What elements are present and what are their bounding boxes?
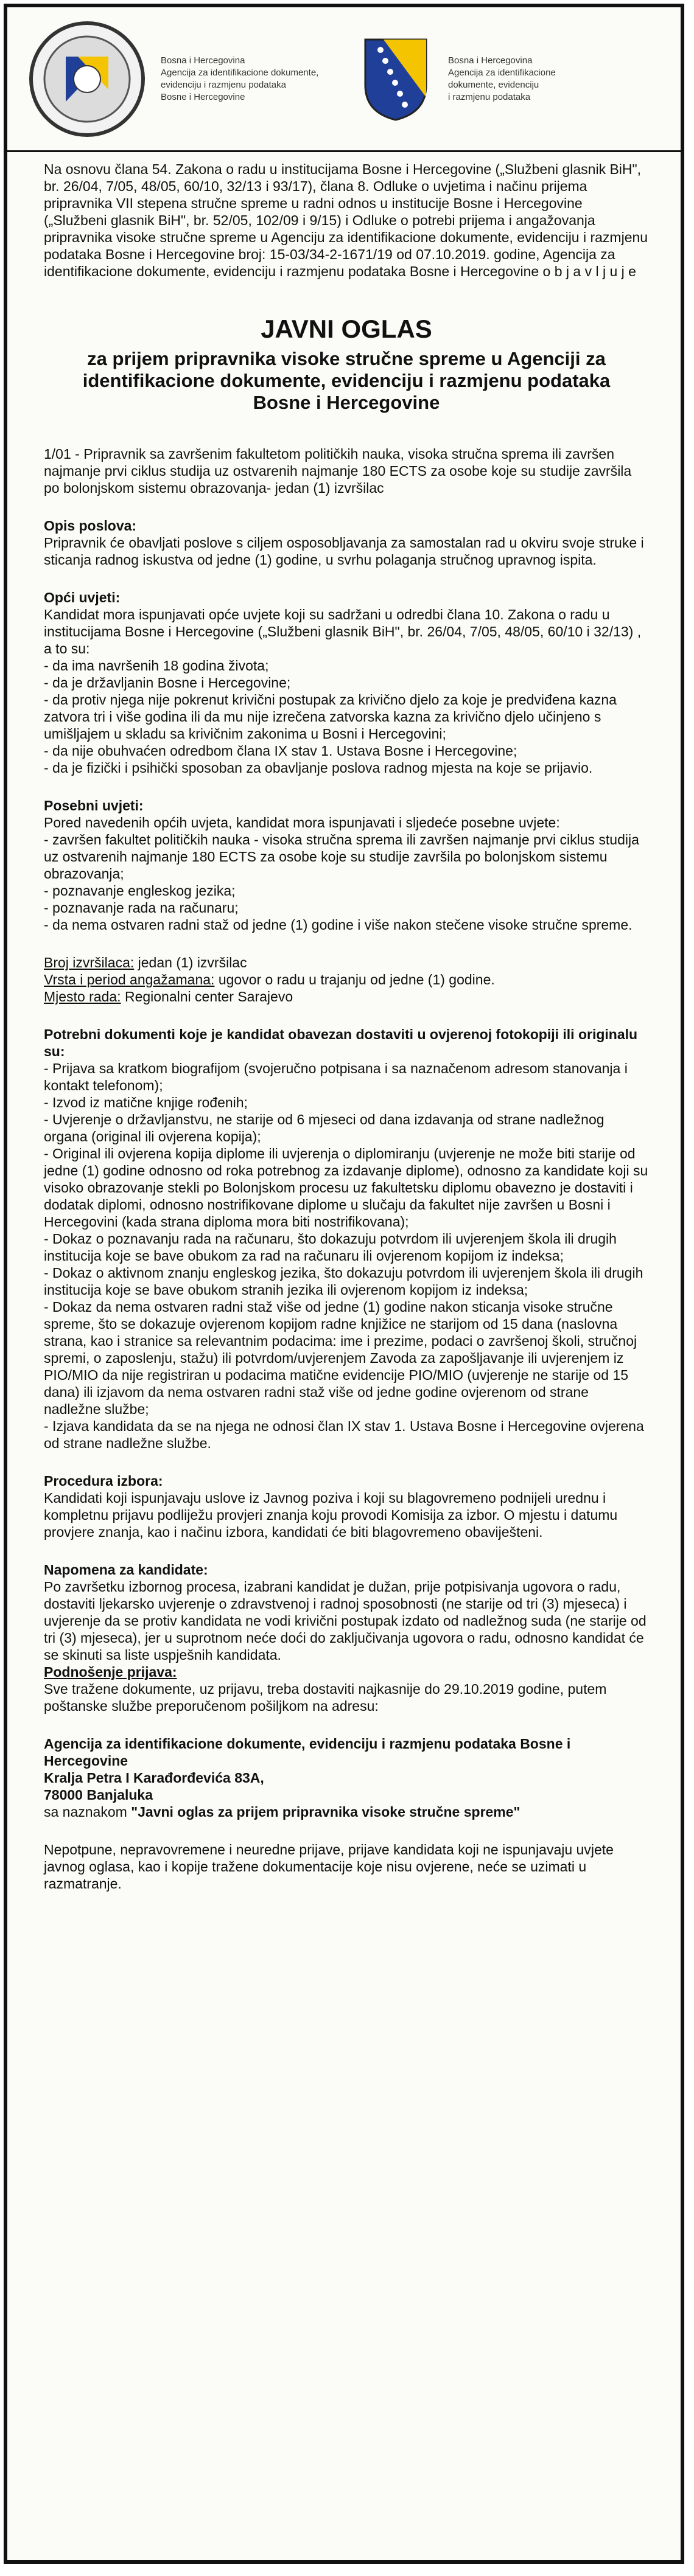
opci-item: - da ima navršenih 18 godina života; (44, 658, 269, 674)
opci-item: - da nije obuhvaćen odredbom člana IX stav 1. Ustava Bosne i Hercegovine; (44, 743, 517, 759)
opci-heading: Opći uvjeti: (44, 590, 121, 605)
posebni-text: Pored navedenih općih uvjeta, kandidat mora ispunjavati i sljedeće posebne uvjete: (44, 815, 560, 830)
dokumenti-item: - Prijava sa kratkom biografijom (svojeručno potpisana i sa naznačenom adresom stanovanja i kontakt telefonom); (44, 1060, 628, 1093)
agency-seal-logo (29, 21, 145, 137)
notice-subtitle: za prijem pripravnika visoke stručne spreme u Agenciji za identifikacione dokumente, evidenciju i razmjenu podataka Bosne i Hercegovine (82, 348, 611, 413)
header-right-line: Agencija za identifikacione (448, 67, 556, 78)
intro-paragraph: Na osnovu člana 54. Zakona o radu u institucijama Bosne i Hercegovine („Službeni glasnik BiH", br. 26/04, 7/05, 48/05, 60/10, 32/13 i 93/17), člana 8. Odluke o uvjetima i načinu prijema pripravnika VII stepena stručne spreme u radni odnos u institucije Bosne i Hercegovine („Službeni glasnik BiH", br. 52/05, 102/09 i 9/15) i Odluke o potrebi prijema i angažovanja pripravnika visoke stručne spreme u Agenciju za identifikacione dokumente, evidenciju i razmjenu podataka Bosne i Hercegovine broj: 15-03/34-2-1671/19 od 07.10.2019. godine, Agencija za identifikacione dokumente, evidenciju i razmjenu podataka Bosne i Hercegovine o b j a v l j u j e (44, 161, 648, 279)
dokumenti-item: - Dokaz o aktivnom znanju engleskog jezika, što dokazuju potvrdom ili uvjerenjem škola ili drugih institucija koje se bave obukom stranih jezika ili ovjerenom kopijom iz indeksa; (44, 1265, 643, 1298)
address-note (44, 1803, 649, 1820)
header (7, 7, 681, 152)
address-line: Kralja Petra I Karađorđevića 83A, (44, 1770, 264, 1786)
napomena-heading: Napomena za kandidate: (44, 1562, 208, 1578)
posebni-item: - završen fakultet političkih nauka - visoka stručna sprema ili završen najmanje prvi ciklus studija uz ostvarenih najmanje 180 ECTS za osobe koje su studije završila po bolonjskom sistemu obrazovanja; (44, 832, 639, 882)
detail-label: Broj izvršilaca: (44, 955, 135, 970)
address-note-bold: "Javni oglas za prijem pripravnika visoke stručne spreme" (131, 1804, 520, 1820)
dokumenti-item: - Izjava kandidata da se na njega ne odnosi član IX stav 1. Ustava Bosne i Hercegovine ovjerena od strane nadležne službe. (44, 1418, 644, 1451)
detail-label: Mjesto rada: (44, 989, 121, 1004)
detail-value: jedan (1) izvršilac (134, 955, 247, 970)
header-right-line: i razmjenu podataka (448, 91, 531, 102)
dokumenti-item: - Izvod iz matične knjige rođenih; (44, 1095, 248, 1110)
opis-text: Pripravnik će obavljati poslove s ciljem osposobljavanja za samostalan rad u okviru svoje struke i sticanja radnog iskustva od jedne (1) godine, u svrhu polaganja stručnog upravnog ispita. (44, 535, 644, 568)
header-left-text (161, 55, 343, 103)
address-line: 78000 Banjaluka (44, 1787, 153, 1803)
header-left-line: Bosne i Hercegovine (161, 91, 245, 102)
address-line: Agencija za identifikacione dokumente, evidenciju i razmjenu podataka Bosne i Hercegovine (44, 1736, 571, 1769)
notice-page (4, 4, 684, 2564)
podnosenje-heading: Podnošenje prijava: (44, 1664, 177, 1680)
napomena-text: Po završetku izbornog procesa, izabrani kandidat je dužan, prije potpisivanja ugovora o radu, dostaviti ljekarsko uvjerenje o zdravstvenoj i radnoj sposobnosti (ne starije od tri (3) mjeseca) i uvjerenje da se protiv kandidata ne vodi krivični postupak izdato od nadležnog suda (ne starije od tri (3) mjeseca), jer u suprotnom neće doći do zaključivanja ugovora o radu, odnosno kandidat će se skinuti sa liste uspješnih kandidata. (44, 1579, 647, 1663)
dokumenti-item: - Dokaz o poznavanju rada na računaru, što dokazuju potvrdom ili uvjerenjem škola ili drugih institucija koje se bave obukom za rad na računaru ili ovjerenom kopijom iz indeksa; (44, 1231, 617, 1264)
position-description: 1/01 - Pripravnik sa završenim fakultetom političkih nauka, visoka stručna sprema ili završen najmanje prvi ciklus studija uz ostvarenih najmanje 180 ECTS za osobe koje su studije završila po bolonjskom sistemu obrazovanja- jedan (1) izvršilac (44, 446, 632, 496)
posebni-item: - poznavanje engleskog jezika; (44, 883, 236, 899)
detail-value: ugovor o radu u trajanju od jedne (1) godine. (214, 972, 495, 987)
closing-paragraph: Nepotpune, nepravovremene i neuredne prijave, prijave kandidata koji ne ispunjavaju uvjete javnog oglasa, kao i kopije tražene dokumentacije koje nisu ovjerene, neće se uzimati u razmatranje. (44, 1842, 614, 1892)
procedura-text: Kandidati koji ispunjavaju uslove iz Javnog poziva i koji su blagovremeno podnijeli urednu i kompletnu prijavu podliježu provjeri znanja koju provodi Komisija za izbor. O mjestu i datumu provjere znanja, kao i načinu izbora, kandidati će biti blagovremeno obaviješteni. (44, 1490, 618, 1540)
dokumenti-item: - Original ili ovjerena kopija diplome ili uvjerenja o diplomiranju (uvjerenje ne može biti starije od jedne (1) godine odnosno od roka potrebnog za izdavanje diplome), odnosno za kandidate koji su visoko obrazovanje stekli po Bolonjskom procesu uz fakultetsku diplomu obavezno je dostaviti i dodatak diplomi, odnosno nostrifikovane diplome u slučaju da fakultet nije završen u Bosni i Hercegovini (kada strana diploma mora biti nostrifikovana); (44, 1146, 648, 1230)
header-left-line: Bosna i Hercegovina (161, 55, 245, 66)
opci-item: - da je fizički i psihički sposoban za obavljanje poslova radnog mjesta na koje se prijavio. (44, 760, 593, 776)
opci-item: - da protiv njega nije pokrenut krivični postupak za krivično djelo za koje je predviđena kazna zatvora tri i više godina ili da mu nije izrečena zatvorska kazna za krivično djelo učinjeno s umišljajem u skladu sa krivičnim zakonima u Bosni i Hercegovini; (44, 692, 617, 742)
dokumenti-item: - Uvjerenje o državljanstvu, ne starije od 6 mjeseci od dana izdavanja od strane nadležnog organa (original ili ovjerena kopija); (44, 1112, 605, 1144)
header-right-line: dokumente, evidenciju (448, 79, 539, 90)
opci-text: Kandidat mora ispunjavati opće uvjete koji su sadržani u odredbi člana 10. Zakona o radu u institucijama Bosne i Hercegovine („Službeni glasnik BiH", br. 26/04, 7/05, 48/05, 60/10 i 32/13) , a to su: (44, 607, 642, 656)
detail-label: Vrsta i period angažamana: (44, 972, 215, 987)
detail-value: Regionalni center Sarajevo (121, 989, 293, 1004)
address-note-prefix: sa naznakom (44, 1804, 131, 1820)
opci-item: - da je državljanin Bosne i Hercegovine; (44, 675, 291, 691)
dokumenti-item: - Dokaz da nema ostvaren radni staž više od jedne (1) godine nakon sticanja visoke stručne spreme, što se dokazuje ovjerenom kopijom radne knjižice ne starijom od 15 dana (naslovna strana, kao i stranice sa relevantnim podacima: ime i prezime, podaci o završenoj školi, stručnoj spremi, o zaposlenju, stažu) ili potvrdom/uvjerenjem Zavoda za zapošljavanje ili uvjerenjem iz PIO/MIO da nije registriran u podacima matične evidencije PIO/MIO (uvjerenje ne starije od 15 dana) ili izjavom da nema ostvaren radni staž više od jedne godine ovjerenom od strane nadležne službe; (44, 1299, 637, 1417)
coat-of-arms (359, 33, 432, 125)
posebni-heading: Posebni uvjeti: (44, 798, 144, 813)
posebni-item: - da nema ostvaren radni staž od jedne (1) godine i više nakon stečene visoke stručne spreme. (44, 917, 633, 933)
header-left-line: evidenciju i razmjenu podataka (161, 79, 286, 90)
podnosenje-text: Sve tražene dokumente, uz prijavu, treba dostaviti najkasnije do 29.10.2019 godine, putem poštanske službe preporučenom pošiljkom na adresu: (44, 1681, 607, 1714)
notice-title: JAVNI OGLAS (261, 315, 432, 343)
header-right-text (448, 55, 631, 103)
dokumenti-heading: Potrebni dokumenti koje je kandidat obavezan dostaviti u ovjerenoj fotokopiji ili originalu su: (44, 1026, 638, 1059)
header-right-line: Bosna i Hercegovina (448, 55, 533, 66)
coat-of-arms-icon (362, 37, 429, 122)
seal-emblem-icon (41, 33, 133, 125)
header-left-line: Agencija za identifikacione dokumente, (161, 67, 319, 78)
detail-row (44, 971, 649, 988)
posebni-item: - poznavanje rada na računaru; (44, 900, 239, 916)
notice-body (7, 152, 681, 1892)
detail-row (44, 988, 649, 1005)
procedura-heading: Procedura izbora: (44, 1473, 163, 1489)
opis-heading: Opis poslova: (44, 518, 137, 534)
detail-row (44, 954, 649, 971)
